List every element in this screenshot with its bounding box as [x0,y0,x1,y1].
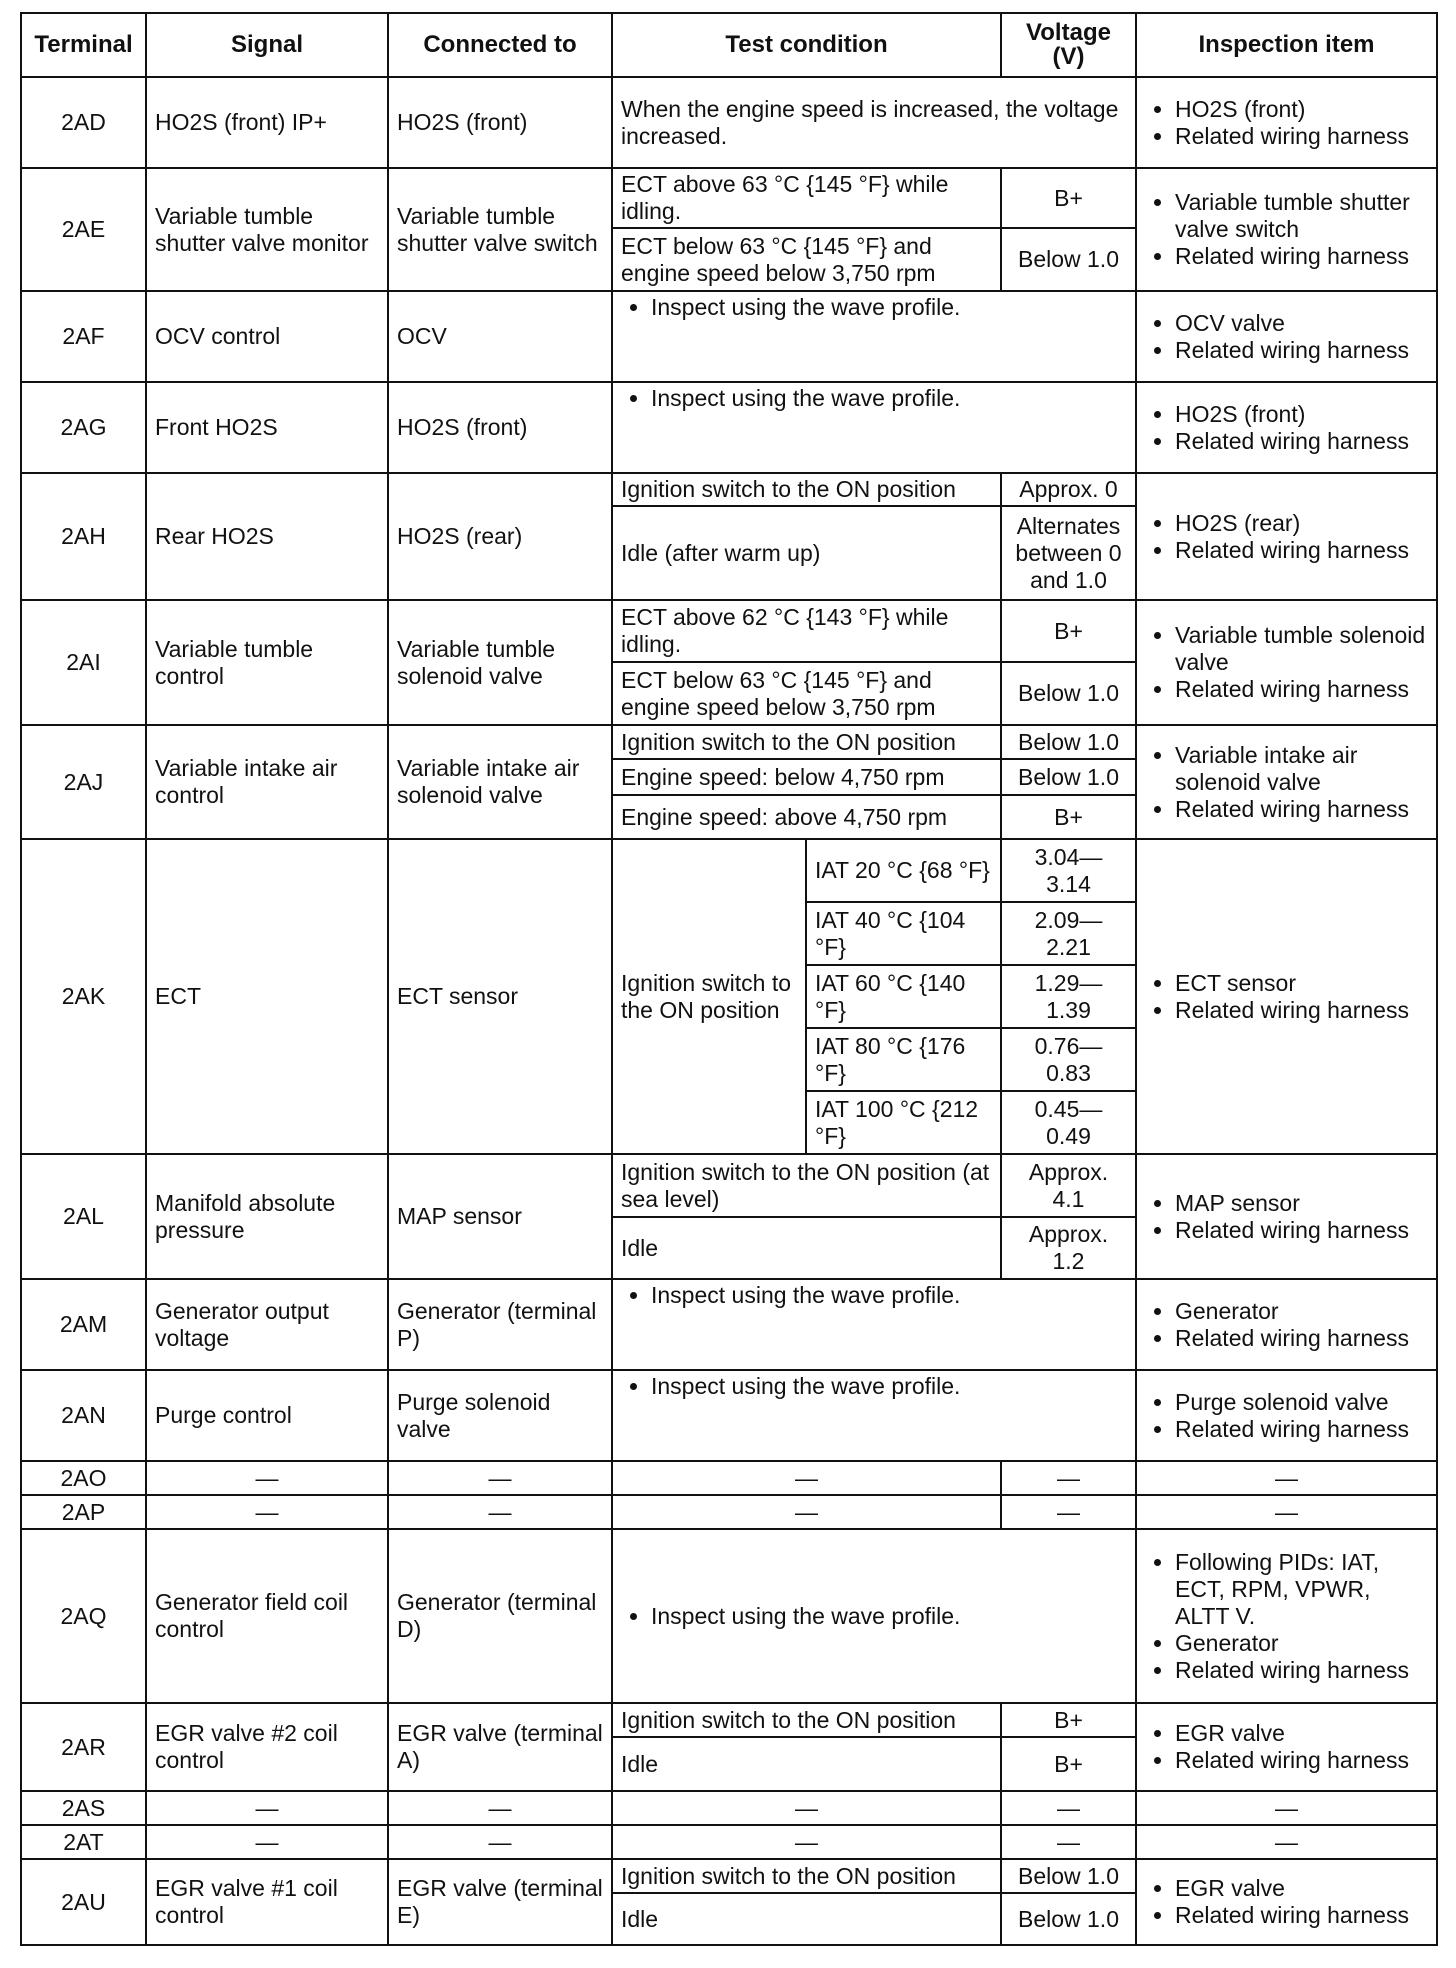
inspection-cell [1136,725,1437,839]
empty-cell: — [146,1461,388,1495]
voltage-cell: 1.29— 1.39 [1001,965,1136,1028]
terminal-cell: 2AT [21,1825,146,1859]
inspection-item: • Purge solenoid valve [1175,1389,1428,1416]
inspection-item: • Related wiring harness [1175,1325,1428,1352]
inspection-cell [1136,473,1437,600]
terminal-cell: 2AN [21,1370,146,1461]
header-test-condition: Test condition [612,13,1001,77]
voltage-cell: 0.76— 0.83 [1001,1028,1136,1091]
inspection-cell [1136,382,1437,473]
connected-cell: MAP sensor [388,1154,612,1279]
inspection-item: • MAP sensor [1175,1190,1428,1217]
terminal-cell: 2AH [21,473,146,600]
wave-profile-note: • Inspect using the wave profile. [651,385,1127,412]
empty-cell: — [1001,1461,1136,1495]
table-row [21,1279,1437,1370]
terminal-cell: 2AO [21,1461,146,1495]
empty-cell: — [1136,1825,1437,1859]
header-terminal: Terminal [21,13,146,77]
voltage-cell: B+ [1001,600,1136,662]
terminal-cell: 2AD [21,77,146,168]
test-condition-cell [612,1529,1136,1703]
inspection-item: • HO2S (front) [1175,401,1428,428]
inspection-cell [1136,1279,1437,1370]
test-condition-cell: Idle (after warm up) [612,506,1001,600]
signal-cell: Purge control [146,1370,388,1461]
connected-cell: EGR valve (terminal A) [388,1703,612,1791]
wave-profile-note: • Inspect using the wave profile. [651,1373,1127,1400]
terminal-cell: 2AQ [21,1529,146,1703]
test-condition-cell: ECT below 63 °C {145 °F} and engine speed below 3,750 rpm [612,228,1001,291]
terminal-cell: 2AR [21,1703,146,1791]
terminal-inspection-table [20,12,1438,1946]
table-row [21,725,1437,759]
terminal-cell: 2AP [21,1495,146,1529]
test-condition-cell: Idle [612,1737,1001,1791]
empty-cell: — [388,1495,612,1529]
empty-cell: — [612,1791,1001,1825]
test-condition-cell: Ignition switch to the ON position (at sea level) [612,1154,1001,1217]
inspection-item: • Variable tumble shutter valve switch [1175,189,1428,243]
terminal-cell: 2AS [21,1791,146,1825]
voltage-cell: Approx. 0 [1001,473,1136,506]
terminal-cell: 2AL [21,1154,146,1279]
wave-profile-note: • Inspect using the wave profile. [651,294,1127,321]
header-signal: Signal [146,13,388,77]
terminal-cell: 2AM [21,1279,146,1370]
empty-cell: — [612,1461,1001,1495]
test-condition-cell [612,291,1136,382]
signal-cell: Variable tumble shutter valve monitor [146,168,388,291]
table-row [21,168,1437,228]
test-condition-cell: Ignition switch to the ON position [612,725,1001,759]
inspection-item: • Related wiring harness [1175,676,1428,703]
empty-cell: — [388,1791,612,1825]
connected-cell: EGR valve (terminal E) [388,1859,612,1945]
inspection-item: • Related wiring harness [1175,243,1428,270]
test-condition-cell: Ignition switch to the ON position [612,839,806,1154]
inspection-item: • HO2S (rear) [1175,510,1428,537]
connected-cell: HO2S (rear) [388,473,612,600]
table-row [21,1370,1437,1461]
connected-cell: ECT sensor [388,839,612,1154]
test-condition-cell [612,1370,1136,1461]
connected-cell: HO2S (front) [388,382,612,473]
inspection-item: • Generator [1175,1630,1428,1657]
terminal-cell: 2AI [21,600,146,725]
signal-cell: Rear HO2S [146,473,388,600]
connected-cell: Variable intake air solenoid valve [388,725,612,839]
voltage-cell: 3.04— 3.14 [1001,839,1136,902]
voltage-cell: Below 1.0 [1001,228,1136,291]
table-row [21,1529,1437,1703]
empty-cell: — [612,1495,1001,1529]
signal-cell: HO2S (front) IP+ [146,77,388,168]
inspection-item: • ECT sensor [1175,970,1428,997]
voltage-cell: Below 1.0 [1001,1859,1136,1893]
inspection-cell [1136,839,1437,1154]
signal-cell: OCV control [146,291,388,382]
iat-cell: IAT 60 °C {140 °F} [806,965,1001,1028]
test-condition-cell: Idle [612,1217,1001,1279]
terminal-cell: 2AU [21,1859,146,1945]
test-condition-cell: When the engine speed is increased, the voltage increased. [612,77,1136,168]
header-inspection-item: Inspection item [1136,13,1437,77]
test-condition-cell: Engine speed: above 4,750 rpm [612,795,1001,839]
empty-cell: — [1001,1825,1136,1859]
terminal-table-page [20,12,1436,1946]
inspection-item: • Related wiring harness [1175,337,1428,364]
empty-cell: — [612,1825,1001,1859]
inspection-item: • EGR valve [1175,1720,1428,1747]
test-condition-cell: Ignition switch to the ON position [612,473,1001,506]
voltage-cell: Below 1.0 [1001,759,1136,795]
connected-cell: HO2S (front) [388,77,612,168]
test-condition-cell: ECT below 63 °C {145 °F} and engine speed below 3,750 rpm [612,662,1001,725]
terminal-cell: 2AE [21,168,146,291]
signal-cell: Variable tumble control [146,600,388,725]
table-row [21,1495,1437,1529]
voltage-cell: Approx. 4.1 [1001,1154,1136,1217]
iat-cell: IAT 40 °C {104 °F} [806,902,1001,965]
table-row [21,77,1437,168]
voltage-cell: 2.09— 2.21 [1001,902,1136,965]
inspection-item: • Related wiring harness [1175,1416,1428,1443]
voltage-cell: B+ [1001,1703,1136,1737]
inspection-item: • Related wiring harness [1175,1902,1428,1929]
inspection-cell [1136,291,1437,382]
test-condition-cell [612,1279,1136,1370]
table-row [21,1825,1437,1859]
voltage-cell: B+ [1001,795,1136,839]
inspection-cell [1136,1859,1437,1945]
inspection-cell [1136,1703,1437,1791]
inspection-item: • Variable tumble solenoid valve [1175,622,1428,676]
table-row [21,291,1437,382]
signal-cell: Generator output voltage [146,1279,388,1370]
header-voltage: Voltage (V) [1001,13,1136,77]
inspection-item: • Related wiring harness [1175,123,1428,150]
header-connected-to: Connected to [388,13,612,77]
inspection-item: • Related wiring harness [1175,428,1428,455]
inspection-item: • Related wiring harness [1175,1747,1428,1774]
voltage-cell: Below 1.0 [1001,1893,1136,1945]
table-header-row [21,13,1437,77]
inspection-item: • Related wiring harness [1175,537,1428,564]
test-condition-cell: Ignition switch to the ON position [612,1703,1001,1737]
table-row [21,600,1437,662]
signal-cell: Generator field coil control [146,1529,388,1703]
table-row [21,839,1437,902]
test-condition-cell: Ignition switch to the ON position [612,1859,1001,1893]
voltage-cell: Approx. 1.2 [1001,1217,1136,1279]
voltage-cell: Below 1.0 [1001,662,1136,725]
voltage-cell: Below 1.0 [1001,725,1136,759]
connected-cell: Variable tumble shutter valve switch [388,168,612,291]
connected-cell: Generator (terminal D) [388,1529,612,1703]
inspection-cell [1136,600,1437,725]
empty-cell: — [146,1825,388,1859]
signal-cell: Front HO2S [146,382,388,473]
inspection-cell [1136,1529,1437,1703]
table-row [21,1461,1437,1495]
voltage-cell: B+ [1001,168,1136,228]
terminal-cell: 2AK [21,839,146,1154]
table-row [21,473,1437,506]
connected-cell: Purge solenoid valve [388,1370,612,1461]
empty-cell: — [1136,1791,1437,1825]
test-condition-cell: ECT above 63 °C {145 °F} while idling. [612,168,1001,228]
test-condition-cell [612,382,1136,473]
inspection-cell [1136,77,1437,168]
table-row [21,382,1437,473]
iat-cell: IAT 80 °C {176 °F} [806,1028,1001,1091]
empty-cell: — [388,1461,612,1495]
empty-cell: — [388,1825,612,1859]
empty-cell: — [1136,1461,1437,1495]
connected-cell: Variable tumble solenoid valve [388,600,612,725]
inspection-item: • OCV valve [1175,310,1428,337]
inspection-cell [1136,168,1437,291]
iat-cell: IAT 100 °C {212 °F} [806,1091,1001,1154]
connected-cell: Generator (terminal P) [388,1279,612,1370]
connected-cell: OCV [388,291,612,382]
table-row [21,1859,1437,1893]
signal-cell: EGR valve #2 coil control [146,1703,388,1791]
wave-profile-note: • Inspect using the wave profile. [651,1603,1127,1630]
inspection-item: • Related wiring harness [1175,1657,1428,1684]
inspection-item: • Related wiring harness [1175,997,1428,1024]
empty-cell: — [146,1495,388,1529]
inspection-item: • EGR valve [1175,1875,1428,1902]
empty-cell: — [1001,1791,1136,1825]
empty-cell: — [1001,1495,1136,1529]
empty-cell: — [1136,1495,1437,1529]
signal-cell: Manifold absolute pressure [146,1154,388,1279]
inspection-item: • HO2S (front) [1175,96,1428,123]
inspection-item: • Following PIDs: IAT, ECT, RPM, VPWR, ALTT V. [1175,1549,1428,1630]
table-row [21,1703,1437,1737]
voltage-cell: B+ [1001,1737,1136,1791]
inspection-item: • Generator [1175,1298,1428,1325]
empty-cell: — [146,1791,388,1825]
voltage-cell: 0.45— 0.49 [1001,1091,1136,1154]
voltage-cell: Alternates between 0 and 1.0 [1001,506,1136,600]
table-row [21,1791,1437,1825]
terminal-cell: 2AF [21,291,146,382]
test-condition-cell: ECT above 62 °C {143 °F} while idling. [612,600,1001,662]
inspection-cell [1136,1154,1437,1279]
signal-cell: ECT [146,839,388,1154]
test-condition-cell: Idle [612,1893,1001,1945]
inspection-item: • Variable intake air solenoid valve [1175,742,1428,796]
iat-cell: IAT 20 °C {68 °F} [806,839,1001,902]
test-condition-cell: Engine speed: below 4,750 rpm [612,759,1001,795]
wave-profile-note: • Inspect using the wave profile. [651,1282,1127,1309]
inspection-cell [1136,1370,1437,1461]
table-row [21,1154,1437,1217]
terminal-cell: 2AJ [21,725,146,839]
inspection-item: • Related wiring harness [1175,796,1428,823]
signal-cell: Variable intake air control [146,725,388,839]
inspection-item: • Related wiring harness [1175,1217,1428,1244]
signal-cell: EGR valve #1 coil control [146,1859,388,1945]
terminal-cell: 2AG [21,382,146,473]
